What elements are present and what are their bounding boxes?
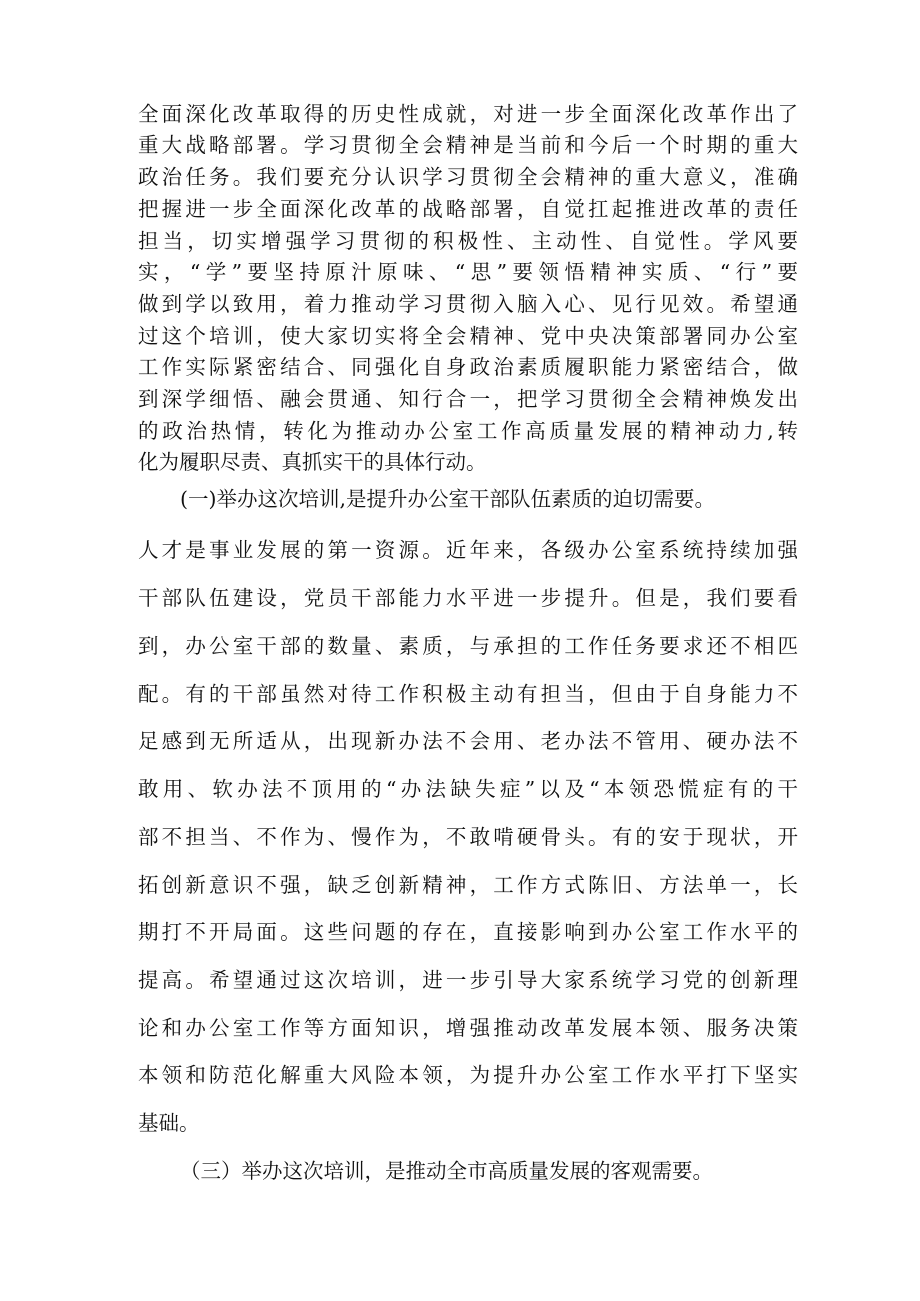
paragraph-1-line: 化为履职尽责、真抓实干的具体行动。: [138, 450, 487, 474]
paragraph-2-line: 拓创新意识不强，缺乏创新精神，工作方式陈旧、方法单一，长: [138, 873, 798, 897]
paragraph-1-line: 政治任务。我们要充分认识学习贯彻全会精神的重大意义，准确: [138, 165, 798, 189]
paragraph-2-line: 配。有的干部虽然对待工作积极主动有担当，但由于自身能力不: [138, 682, 798, 706]
paragraph-2-line: 期打不开局面。这些问题的存在，直接影响到办公室工作水平的: [138, 920, 798, 944]
paragraph-1-line: 把握进一步全面深化改革的战略部署，自觉扛起推进改革的责任: [138, 197, 798, 221]
paragraph-2-line: 敢用、软办法不顶用的“办法缺失症”以及“本领恐慌症有的干: [138, 777, 798, 801]
paragraph-1-line: 全面深化改革取得的历史性成就，对进一步全面深化改革作出了: [138, 102, 798, 126]
paragraph-2-line: 基础。: [138, 1111, 200, 1135]
paragraph-1-line: 工作实际紧密结合、同强化自身政治素质履职能力紧密结合，做: [138, 355, 798, 379]
paragraph-1-line: 担当，切实增强学习贯彻的积极性、主动性、自觉性。学风要: [138, 229, 798, 253]
paragraph-1-line: 到深学细悟、融会贯通、知行合一，把学习贯彻全会精神焕发出: [138, 387, 798, 411]
paragraph-2-line: 干部队伍建设，党员干部能力水平进一步提升。但是，我们要看: [138, 586, 798, 610]
paragraph-2-line: 人才是事业发展的第一资源。近年来，各级办公室系统持续加强: [138, 538, 798, 562]
paragraph-2-line: 提高。希望通过这次培训，进一步引导大家系统学习党的创新理: [138, 968, 798, 992]
paragraph-1-line: 过这个培训，使大家切实将全会精神、党中央决策部署同办公室: [138, 324, 798, 348]
section-heading-1: (一)举办这次培训,是提升办公室干部队伍素质的迫切需要。: [180, 487, 716, 511]
paragraph-2-line: 到，办公室干部的数量、素质，与承担的工作任务要求还不相匹: [138, 634, 798, 658]
paragraph-1-line: 实，“学”要坚持原汁原味、“思”要领悟精神实质、“行”要: [138, 260, 798, 284]
paragraph-1-line: 的政治热情，转化为推动办公室工作高质量发展的精神动力,转: [138, 419, 798, 443]
paragraph-2-line: 足感到无所适从，出现新办法不会用、老办法不管用、硬办法不: [138, 729, 798, 753]
paragraph-2-line: 部不担当、不作为、慢作为，不敢啃硬骨头。有的安于现状，开: [138, 825, 798, 849]
paragraph-2-line: 论和办公室工作等方面知识，增强推动改革发展本领、服务决策: [138, 1016, 798, 1040]
paragraph-2-line: 本领和防范化解重大风险本领，为提升办公室工作水平打下坚实: [138, 1063, 798, 1087]
section-heading-2: （三）举办这次培训，是推动全市高质量发展的客观需要。: [180, 1159, 713, 1183]
paragraph-1-line: 做到学以致用，着力推动学习贯彻入脑入心、见行见效。希望通: [138, 292, 798, 316]
paragraph-1-line: 重大战略部署。学习贯彻全会精神是当前和今后一个时期的重大: [138, 133, 798, 157]
